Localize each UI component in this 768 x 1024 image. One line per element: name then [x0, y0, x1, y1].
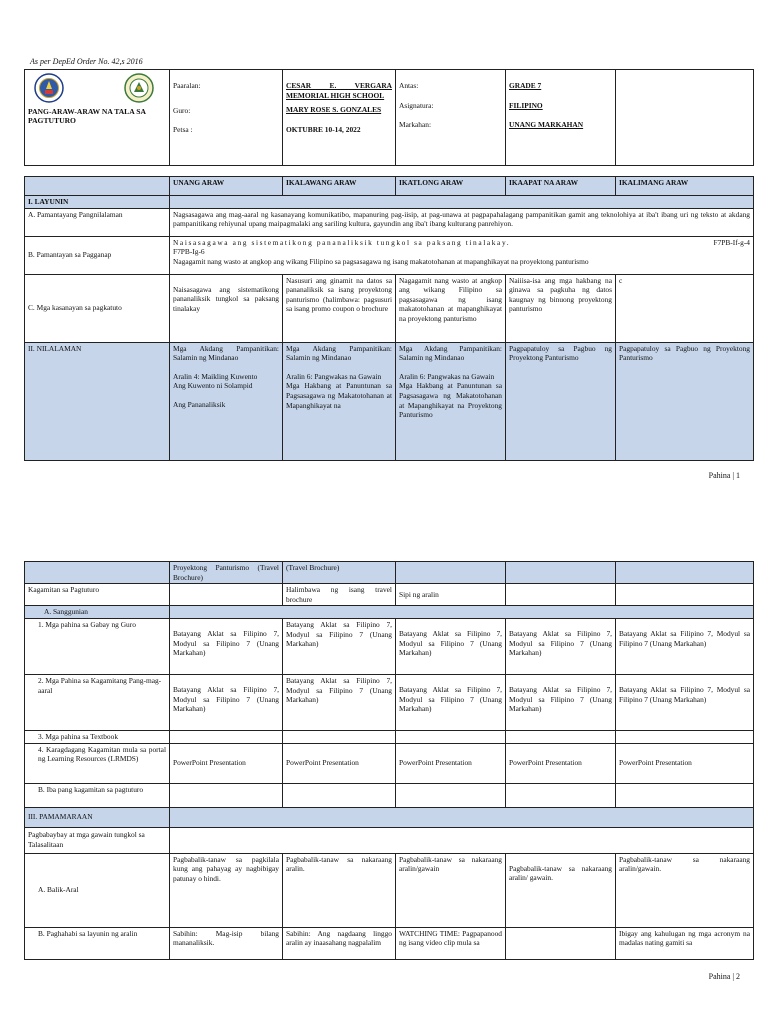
page-one [0, 0, 768, 500]
kasanayan-day-1: Naisasagawa ang sistematikong pananaliksik tungkol sa paksang tinalakay [170, 274, 283, 342]
page-number-2: Pahina | 2 [708, 972, 740, 981]
pagganap-line-1: Naisasagawa ang sistematikong pananaliksik tungkol sa paksang tinalakay. [173, 237, 511, 247]
kasanayan-day-5: c [616, 274, 754, 342]
balik-aral-label: A. Balik-Aral [25, 853, 170, 927]
deped-seal-icon [34, 73, 64, 103]
gabay-day-2: Batayang Aklat sa Filipino 7, Modyul sa Filipino 7 (Unang Markahan) [283, 618, 396, 674]
kagamitan-day-3: Sipi ng aralin [396, 584, 506, 606]
lesson-plan-table-continued [24, 561, 754, 960]
day-header-5: IKALIMANG ARAW [616, 177, 754, 196]
day-header-1: UNANG ARAW [170, 177, 283, 196]
day-header-4: IKAAPAT NA ARAW [506, 177, 616, 196]
header-table [24, 69, 754, 166]
balik-aral-day-2: Pagbabalik-tanaw sa nakaraang aralin. [283, 853, 396, 927]
kasanayan-day-3: Nagagamit nang wasto at angkop ang wikang Filipino sa pagsasagawa ng isang makatotohanan at mapanghikayat na proyektong panturismo [396, 274, 506, 342]
nilalaman-day-1: Mga Akdang Pampanitikan: Salamin ng Mindanao Aralin 4: Maikling Kuwento Ang Kuwento ni Solampid Ang Pananaliksik [170, 342, 283, 460]
pagbabaybay-label: Pagbabaybay at mga gawain tungkol sa Talasalitaan [25, 827, 170, 853]
paghahabi-label: B. Paghahabi sa layunin ng aralin [25, 927, 170, 959]
pagganap-line-3: Nagagamit nang wasto at angkop ang wikang Filipino sa pagsasagawa ng isang makatotohanan at mapanghikayat na proyektong panturismo [173, 256, 589, 266]
paghahabi-day-5: Ibigay ang kahulugan ng mga acronym na madalas nating gamiti sa [616, 927, 754, 959]
gabay-day-5: Batayang Aklat sa Filipino 7, Modyul sa Filipino 7 (Unang Markahan) [616, 618, 754, 674]
nilalaman-label: II. NILALAMAN [25, 342, 170, 460]
lrmds-day-1: PowerPoint Presentation [170, 743, 283, 783]
learner-day-3: Batayang Aklat sa Filipino 7, Modyul sa Filipino 7 (Unang Markahan) [396, 674, 506, 730]
petsa-value: OKTUBRE 10-14, 2022 [286, 124, 361, 134]
markahan-label: Markahan: [399, 120, 432, 130]
asignatura-value: FILIPINO [509, 100, 543, 110]
kagamitan-label: Kagamitan sa Pagtuturo [25, 584, 170, 606]
pagganap-text [170, 236, 754, 274]
balik-aral-day-4: Pagbabalik-tanaw sa nakaraang aralin/ gawain. [506, 853, 616, 927]
textbook-label: 3. Mga pahina sa Textbook [25, 730, 170, 743]
petsa-label: Petsa : [173, 125, 193, 135]
page-two [0, 510, 768, 1024]
balik-aral-day-5: Pagbabalik-tanaw sa nakaraang aralin/gawain. [616, 853, 754, 927]
lrmds-label: 4. Karagdagang Kagamitan mula sa portal ng Learning Resources (LRMDS) [25, 743, 170, 783]
learner-day-5: Batayang Aklat sa Filipino 7, Modyul sa Filipino 7 (Unang Markahan) [616, 674, 754, 730]
balik-aral-day-3: Pagbabalik-tanaw sa nakaraang aralin/gawain [396, 853, 506, 927]
pamamaraan-heading: III. PAMAMARAAN [25, 807, 170, 827]
paghahabi-day-3: WATCHING TIME: Pagpapanood ng isang video clip mula sa [396, 927, 506, 959]
lrmds-day-2: PowerPoint Presentation [283, 743, 396, 783]
nilalaman-day-5: Pagpapatuloy sa Pagbuo ng Proyektong Panturismo [616, 342, 754, 460]
gabay-day-3: Batayang Aklat sa Filipino 7, Modyul sa Filipino 7 (Unang Markahan) [396, 618, 506, 674]
page-number-1: Pahina | 1 [708, 471, 740, 480]
gabay-label: 1. Mga pahina sa Gabay ng Guro [25, 618, 170, 674]
asignatura-label: Asignatura: [399, 100, 434, 110]
balik-aral-day-1: Pagbabalik-tanaw sa pagkilala kung ang pahayag ay nagbibigay patunay o hindi. [170, 853, 283, 927]
lrmds-day-4: PowerPoint Presentation [506, 743, 616, 783]
paghahabi-day-1: Sabihin: Mag-isip bilang mananaliksik. [170, 927, 283, 959]
values-cell-2 [506, 70, 616, 166]
day-header-3: IKATLONG ARAW [396, 177, 506, 196]
day-header-2: IKALAWANG ARAW [283, 177, 396, 196]
continued-nilalaman-2: Proyektong Panturismo (Travel Brochure) [170, 562, 283, 584]
paghahabi-day-2: Sabihin: Ang nagdaang linggo aralin ay inaasahang nagpalalim [283, 927, 396, 959]
lrmds-day-5: PowerPoint Presentation [616, 743, 754, 783]
nilalaman-day-2: Mga Akdang Pampanitikan: Salamin ng Mindanao Aralin 6: Pangwakas na Gawain Mga Hakbang at Panuntunan sa Pagsasagawa ng Makatotohanan at Mapanghikayat na [283, 342, 396, 460]
pagganap-code: F7PB-If-g-4 [713, 237, 750, 247]
antas-value: GRADE 7 [509, 81, 542, 90]
layunin-heading: I. LAYUNIN [25, 196, 170, 209]
learner-day-2: Batayang Aklat sa Filipino 7, Modyul sa Filipino 7 (Unang Markahan) [283, 674, 396, 730]
kasanayan-label: C. Mga kasanayan sa pagkatuto [25, 274, 170, 342]
lesson-plan-table [24, 176, 754, 461]
school-logos-cell [25, 70, 170, 166]
paghahabi-day-4 [506, 927, 616, 959]
learner-day-4: Batayang Aklat sa Filipino 7, Modyul sa Filipino 7 (Unang Markahan) [506, 674, 616, 730]
kasanayan-day-2: Nasusuri ang ginamit na datos sa pananaliksik sa isang proyektong panturismo (halimbawa: pagsusuri sa isang promo coupon o brochure [283, 274, 396, 342]
nilalaman-day-4: Pagpapatuloy sa Pagbuo ng Proyektong Panturismo [506, 342, 616, 460]
lrmds-day-3: PowerPoint Presentation [396, 743, 506, 783]
pagganap-line-2: F7PB-Ig-6 [173, 247, 205, 257]
learner-day-1: Batayang Aklat sa Filipino 7, Modyul sa Filipino 7 (Unang Markahan) [170, 674, 283, 730]
pamantayang-text: Nagsasagawa ang mag-aaral ng kasanayang komunikatibo, mapanuring pag-iisip, at pag-unawa at pagpapahalagang pampanitikan gamit ang teknolohiya at iba't ibang uri ng teksto at akdang pampanitikang rehiyunal upang maipagmalaki ang sariling kultura, gayundin ang iba't ibang kulturang panrehiyon. [170, 208, 754, 236]
values-cell [283, 70, 396, 166]
continued-nilalaman-3: (Travel Brochure) [283, 562, 396, 584]
sanggunian-label: A. Sanggunian [25, 606, 170, 619]
pagganap-label: B. Pamantayan sa Pagganap [25, 236, 170, 274]
empty-header-cell [616, 70, 754, 166]
labels-cell [170, 70, 283, 166]
paaralan-label: Paaralan: [173, 81, 201, 90]
nilalaman-day-3: Mga Akdang Pampanitikan: Salamin ng Mindanao Aralin 6: Pangwakas na Gawain Mga Hakbang at Panuntunan sa Pagsasagawa ng Makatotohanan at Mapanghikayat na Proyektong Panturismo [396, 342, 506, 460]
gabay-day-1: Batayang Aklat sa Filipino 7, Modyul sa Filipino 7 (Unang Markahan) [170, 618, 283, 674]
markahan-value: UNANG MARKAHAN [509, 120, 584, 130]
antas-label: Antas: [399, 81, 419, 90]
gabay-day-4: Batayang Aklat sa Filipino 7, Modyul sa Filipino 7 (Unang Markahan) [506, 618, 616, 674]
school-seal-icon [124, 73, 154, 103]
guro-value: MARY ROSE S. GONZALES [286, 105, 382, 115]
kasanayan-day-4: Naiiisa-isa ang mga hakbang na ginawa sa pagkuha ng datos kaugnay ng binuong proyektong panturismo [506, 274, 616, 342]
learner-label: 2. Mga Pahina sa Kagamitang Pang-mag-aaral [25, 674, 170, 730]
paaralan-value: CESAR E. VERGARA MEMORIAL HIGH SCHOOL [286, 81, 392, 100]
iba-label: B. Iba pang kagamitan sa pagtuturo [25, 783, 170, 807]
kagamitan-day-2: Halimbawa ng isang travel brochure [283, 584, 396, 606]
document-title: PANG-ARAW-ARAW NA TALA SA PAGTUTURO [28, 107, 146, 125]
deped-order-note: As per DepEd Order No. 42,s 2016 [30, 57, 143, 66]
labels-cell-2 [396, 70, 506, 166]
pamantayang-label: A. Pamantayang Pangnilalaman [25, 208, 170, 236]
guro-label: Guro: [173, 105, 191, 115]
